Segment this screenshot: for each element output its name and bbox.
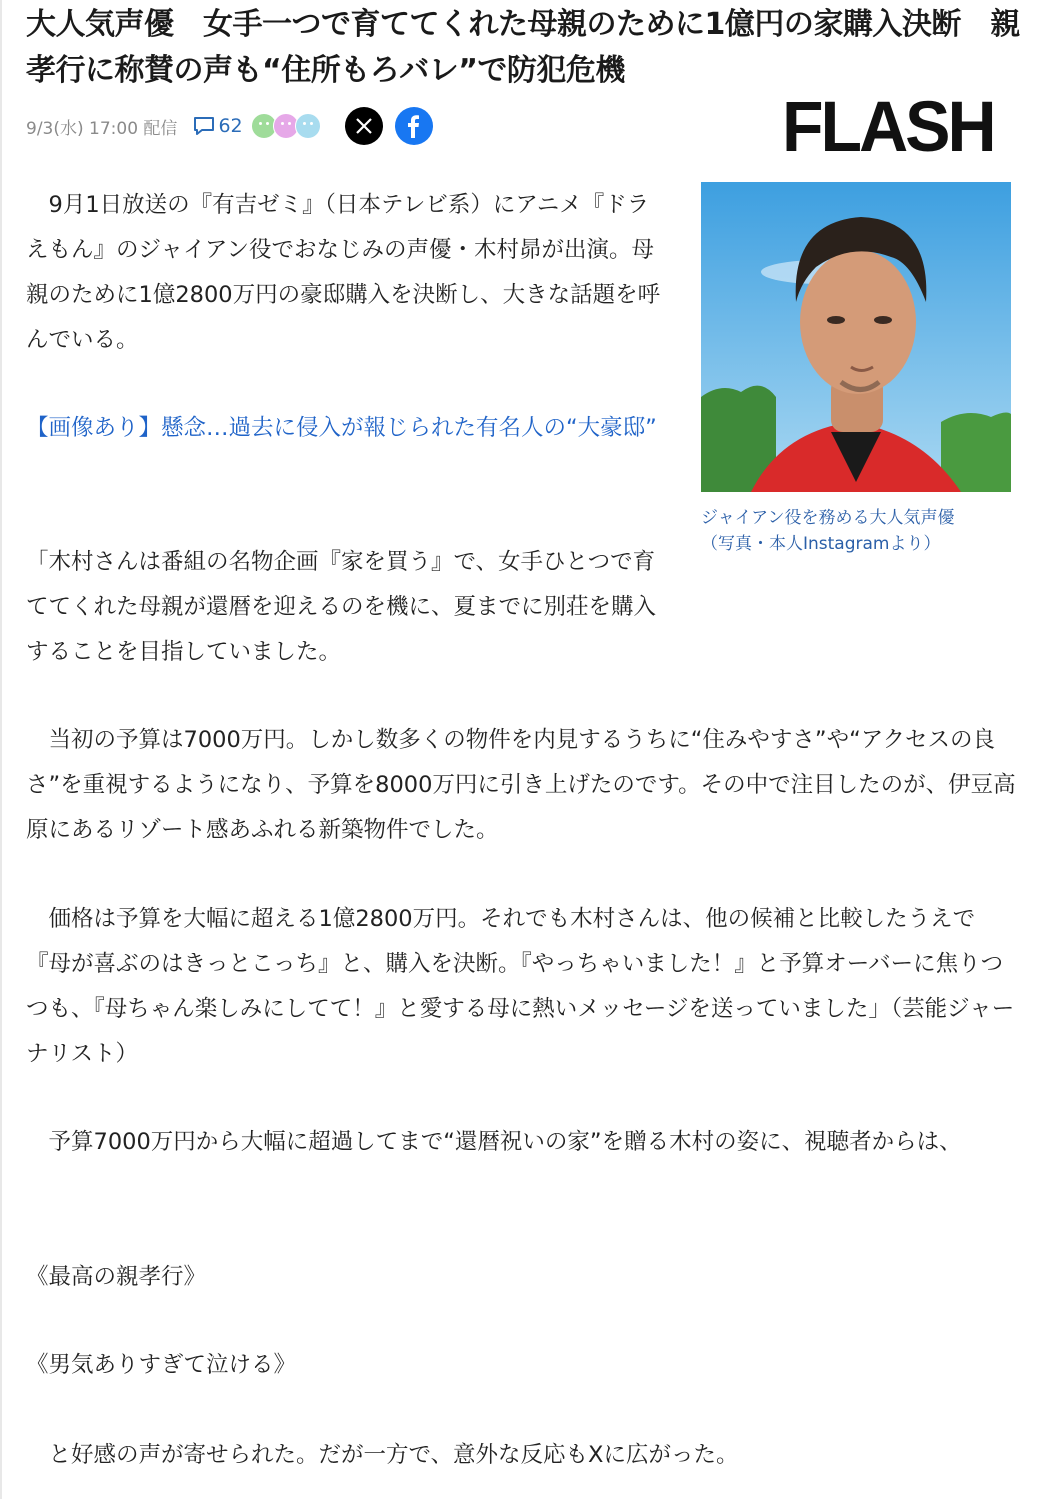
portrait-image: [701, 182, 1011, 492]
facebook-share-icon: [404, 114, 424, 138]
related-image-paragraph: [26, 406, 671, 451]
publisher-logo: FLASH: [782, 87, 994, 167]
article-paragraph: 「木村さんは番組の名物企画『家を買う』で、女手ひとつで育ててくれた母親が還暦を迎えるのを機に、夏までに別荘を購入することを目指していました。: [26, 549, 657, 665]
related-image-link[interactable]: 【画像あり】懸念…過去に侵入が報じられた有名人の“大豪邸”: [26, 415, 657, 441]
x-share-icon: [355, 117, 373, 135]
page-edge: [0, 0, 2, 1499]
comment-icon: [193, 116, 215, 136]
smile-face-icon: [295, 113, 321, 139]
article-title: 大人気声優 女手一つで育ててくれた母親のために1億円の家購入決断 親孝行に称賛の声も“住所もろバレ”で防犯危機: [26, 7, 1020, 88]
quote-line: 《最高の親孝行》: [26, 1264, 207, 1290]
photo-caption-line: （写真・本人Instagramより）: [701, 534, 941, 554]
article-paragraph: と好感の声が寄せられた。だが一方で、意外な反応もXに広がった。: [26, 1442, 739, 1468]
reaction-faces[interactable]: [251, 113, 321, 139]
x-share-button[interactable]: [345, 107, 383, 145]
comment-count: 62: [218, 115, 243, 137]
publish-date: 9/3(水) 17:00 配信: [26, 118, 178, 139]
article-paragraph: 予算7000万円から大幅に超過してまで“還暦祝いの家”を贈る木村の姿に、視聴者からは、: [26, 1129, 962, 1155]
article-photo[interactable]: [701, 182, 1011, 492]
article-paragraph: 当初の予算は7000万円。しかし数多くの物件を内見するうちに“住みやすさ”や“アクセスの良さ”を重視するようになり、予算を8000万円に引き上げたのです。その中で注目したのが、伊豆高原にあるリゾート感あふれる新築物件でした。: [26, 727, 1016, 843]
photo-caption-line: ジャイアン役を務める大人気声優: [701, 508, 955, 528]
article-meta: [26, 104, 433, 148]
facebook-share-button[interactable]: [395, 107, 433, 145]
photo-caption[interactable]: [701, 505, 1021, 557]
comment-link[interactable]: [193, 115, 242, 137]
article-paragraph: 価格は予算を大幅に超える1億2800万円。それでも木村さんは、他の候補と比較したうえで『母が喜ぶのはきっとこっち』と、購入を決断。『やっちゃいました！』と予算オーバーに焦りつつも、『母ちゃん楽しみにしてて！』と愛する母に熱いメッセージを送っていました」（芸能ジャーナリスト）: [26, 906, 1015, 1067]
quote-line: 《男気ありすぎて泣ける》: [26, 1352, 297, 1378]
article-paragraph: 9月1日放送の『有吉ゼミ』（日本テレビ系）にアニメ『ドラえもん』のジャイアン役でおなじみの声優・木村昴が出演。母親のために1億2800万円の豪邸購入を決断し、大きな話題を呼んでいる。: [26, 192, 661, 353]
